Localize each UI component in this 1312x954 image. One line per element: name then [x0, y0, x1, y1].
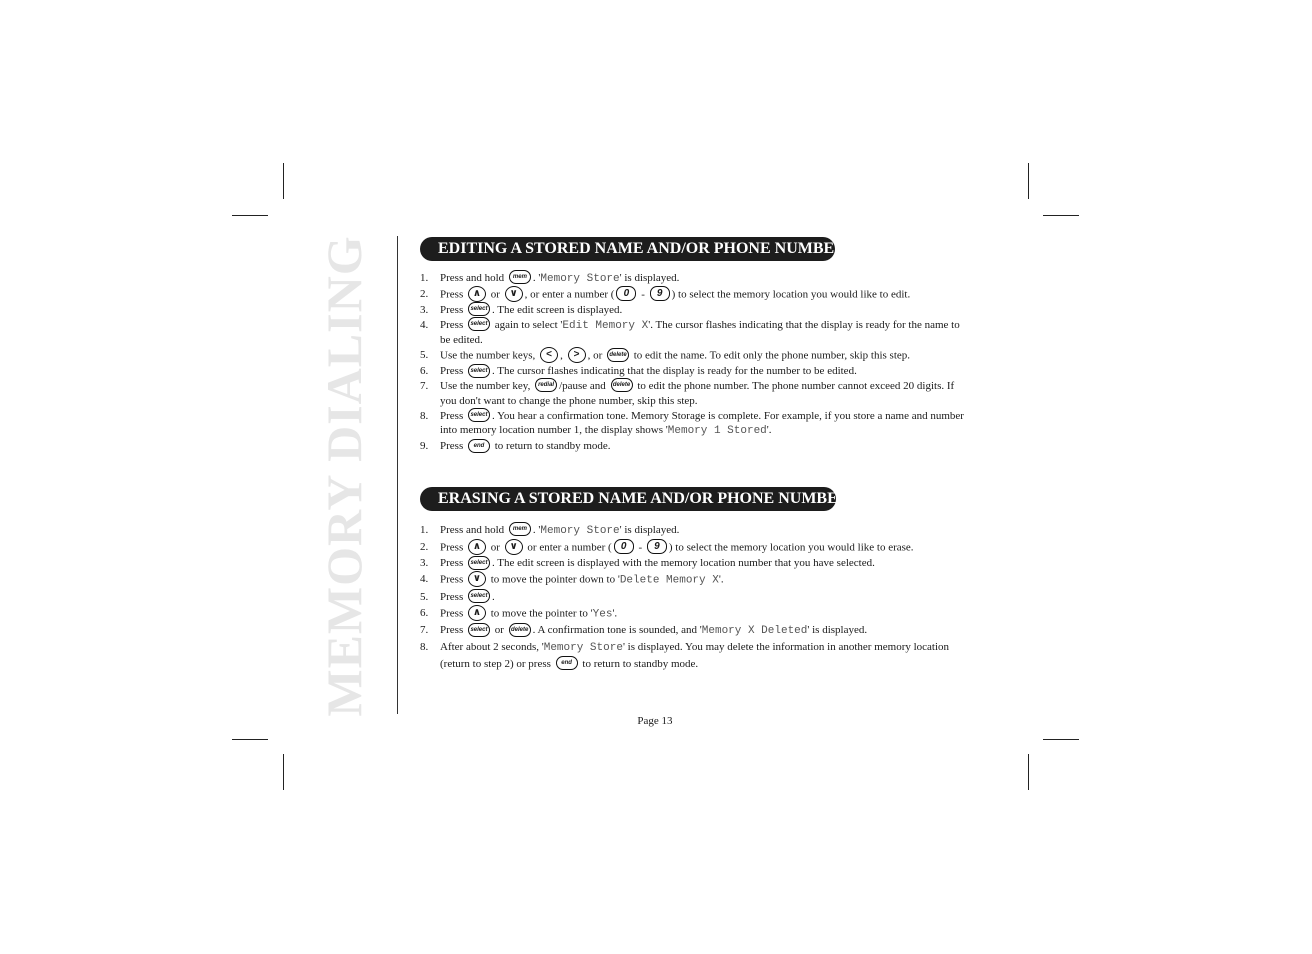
list-item: 1. Press and hold mem . 'Memory Store' is displayed. [420, 524, 680, 537]
delete-key-icon: delete [611, 378, 633, 392]
zero-key-icon: 0 [616, 286, 636, 301]
mem-key-icon: mem [509, 270, 531, 284]
select-key-icon: select [468, 364, 490, 378]
list-item: 8. After about 2 seconds, 'Memory Store' is displayed. You may delete the information in another memory location (return to step 2) or press end to return to standby mode. [420, 640, 950, 670]
list-item: 3. Press select . The edit screen is displayed. [420, 303, 623, 316]
select-key-icon: select [468, 556, 490, 570]
nine-key-icon: 9 [650, 286, 670, 301]
divider-line [397, 236, 398, 714]
side-title: MEMORY DIALING [316, 235, 372, 717]
crop-mark [1043, 215, 1079, 216]
page-number: Page 13 [637, 715, 673, 727]
select-key-icon: select [468, 623, 490, 637]
crop-mark [1028, 163, 1029, 199]
select-key-icon: select [468, 589, 490, 603]
erasing-steps [420, 523, 970, 673]
erasing-heading: ERASING A STORED NAME AND/OR PHONE NUMBER [420, 487, 836, 511]
select-key-icon: select [468, 302, 490, 316]
list-item: 8. Press select . You hear a confirmation tone. Memory Storage is complete. For example, if you store a name and number into memory location number 1, the display shows 'Memory 1 Stored'. [420, 409, 964, 438]
up-arrow-key-icon: ∧ [468, 605, 486, 621]
right-arrow-key-icon: > [568, 347, 586, 363]
editing-steps [420, 271, 970, 454]
down-arrow-key-icon: ∨ [468, 571, 486, 587]
list-item: 6. Press select . The cursor flashes indicating that the display is ready for the number to be edited. [420, 365, 857, 378]
crop-mark [232, 215, 268, 216]
delete-key-icon: delete [607, 348, 629, 362]
mem-key-icon: mem [509, 522, 531, 536]
list-item: 5. Use the number keys, < , > , or delete to edit the name. To edit only the phone number, skip this step. [420, 349, 911, 362]
list-item: 7. Use the number key, redial /pause and delete to edit the phone number. The phone number cannot exceed 20 digits. If you don't want to change the phone number, skip this step. [420, 379, 955, 407]
down-arrow-key-icon: ∨ [505, 286, 523, 302]
end-key-icon: end [556, 656, 578, 670]
select-key-icon: select [468, 317, 490, 331]
left-arrow-key-icon: < [540, 347, 558, 363]
list-item: 2. Press ∧ or ∨ or enter a number ( 0 - 9 ) to select the memory location you would like to erase. [420, 540, 914, 554]
redial-key-icon: redial [535, 378, 557, 392]
zero-key-icon: 0 [614, 539, 634, 554]
list-item: 6. Press ∧ to move the pointer to 'Yes'. [420, 606, 618, 621]
list-item: 4. Press select again to select 'Edit Memory X'. The cursor flashes indicating that the display is ready for the name to be edited. [420, 318, 960, 347]
up-arrow-key-icon: ∧ [468, 539, 486, 555]
list-item: 4. Press ∨ to move the pointer down to 'Delete Memory X'. [420, 573, 724, 587]
crop-mark [283, 754, 284, 790]
down-arrow-key-icon: ∨ [505, 539, 523, 555]
list-item: 2. Press ∧ or ∨ , or enter a number ( 0 - 9 ) to select the memory location you would like to edit. [420, 287, 911, 301]
list-item: 7. Press select or delete . A confirmation tone is sounded, and 'Memory X Deleted' is displayed. [420, 624, 868, 638]
crop-mark [1043, 739, 1079, 740]
list-item: 9. Press end to return to standby mode. [420, 440, 611, 453]
list-item: 5. Press select . [420, 590, 495, 603]
end-key-icon: end [468, 439, 490, 453]
crop-mark [1028, 754, 1029, 790]
list-item: 3. Press select . The edit screen is displayed with the memory location number that you have selected. [420, 557, 875, 570]
editing-heading: EDITING A STORED NAME AND/OR PHONE NUMBER [420, 237, 835, 261]
list-item: 1. Press and hold mem . 'Memory Store' is displayed. [420, 272, 680, 285]
nine-key-icon: 9 [647, 539, 667, 554]
crop-mark [232, 739, 268, 740]
select-key-icon: select [468, 408, 490, 422]
delete-key-icon: delete [509, 623, 531, 637]
crop-mark [283, 163, 284, 199]
up-arrow-key-icon: ∧ [468, 286, 486, 302]
